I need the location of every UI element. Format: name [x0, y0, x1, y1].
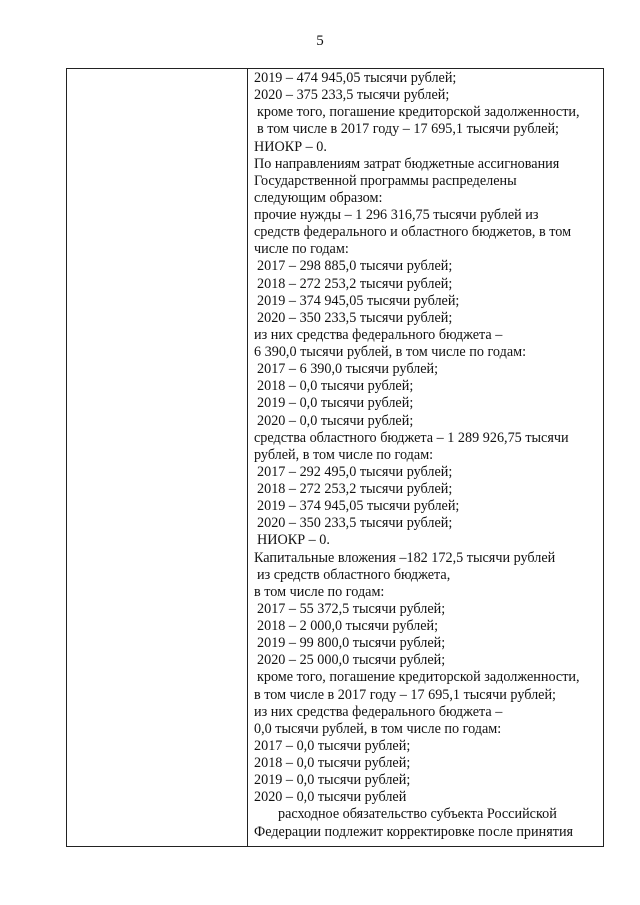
text-line: 2020 – 350 233,5 тысячи рублей;	[257, 515, 453, 532]
text-line: 6 390,0 тысячи рублей, в том числе по годам:	[254, 344, 527, 360]
text-line: 2017 – 0,0 тысячи рублей;	[254, 737, 411, 754]
text-line: 2019 – 374 945,05 тысячи рублей;	[257, 292, 460, 309]
text-line: НИОКР – 0.	[254, 138, 327, 155]
text-line: средства областного бюджета – 1 289 926,75 тысячи	[254, 429, 569, 446]
text-line: из средств областного бюджета,	[257, 566, 451, 583]
text-line: 2019 – 99 800,0 тысячи рублей;	[257, 635, 446, 652]
text-line: в том числе в 2017 году – 17 695,1 тысячи рублей;	[257, 121, 559, 138]
text-line: 2020 – 375 233,5 тысячи рублей;	[254, 87, 450, 104]
text-line: 2018 – 2 000,0 тысячи рублей;	[257, 618, 439, 634]
text-line: в том числе в 2017 году – 17 695,1 тысячи рублей;	[254, 686, 556, 703]
text-line: 2017 – 55 372,5 тысячи рублей;	[257, 600, 446, 617]
text-line: рублей, в том числе по годам:	[254, 446, 434, 463]
text-line: числе по годам:	[254, 241, 349, 258]
table-right-column	[248, 69, 603, 846]
text-line: следующим образом:	[254, 189, 383, 206]
document-table	[66, 68, 604, 847]
text-line: 2020 – 350 233,5 тысячи рублей;	[257, 309, 453, 326]
text-line: 0,0 тысячи рублей, в том числе по годам:	[254, 720, 502, 737]
text-line: 2020 – 0,0 тысячи рублей	[254, 789, 407, 806]
text-line: расходное обязательство субъекта Российской	[278, 806, 557, 823]
text-line: 2019 – 0,0 тысячи рублей;	[254, 772, 411, 789]
text-line: кроме того, погашение кредиторской задолженности,	[257, 669, 580, 686]
text-line: Государственной программы распределены	[254, 172, 517, 189]
text-line: Федерации подлежит корректировке после принятия	[254, 823, 574, 840]
text-line: кроме того, погашение кредиторской задолженности,	[257, 104, 580, 121]
table-left-column	[67, 69, 248, 846]
text-line: 2018 – 272 253,2 тысячи рублей;	[257, 275, 453, 292]
text-line: 2019 – 0,0 тысячи рублей;	[257, 395, 414, 412]
text-line: прочие нужды – 1 296 316,75 тысячи рублей из	[254, 207, 539, 223]
text-line: 2017 – 298 885,0 тысячи рублей;	[257, 258, 453, 275]
text-line: из них средства федерального бюджета –	[254, 703, 503, 720]
text-line: в том числе по годам:	[254, 583, 385, 600]
text-line: средств федерального и областного бюджетов, в том	[254, 224, 572, 241]
text-line: Капитальные вложения –182 172,5 тысячи рублей	[254, 549, 556, 566]
text-line: 2020 – 0,0 тысячи рублей;	[257, 412, 414, 429]
text-line: 2020 – 25 000,0 тысячи рублей;	[257, 652, 446, 669]
text-line: 2017 – 6 390,0 тысячи рублей;	[257, 361, 439, 378]
text-line: 2019 – 374 945,05 тысячи рублей;	[257, 498, 460, 515]
text-line: 2018 – 0,0 тысячи рублей;	[257, 378, 414, 395]
text-line: НИОКР – 0.	[257, 532, 330, 549]
text-line: 2017 – 292 495,0 тысячи рублей;	[257, 463, 453, 480]
text-line: По направлениям затрат бюджетные ассигнования	[254, 155, 560, 172]
text-line: 2018 – 0,0 тысячи рублей;	[254, 755, 411, 771]
page-number: 5	[316, 33, 324, 49]
text-line: 2018 – 272 253,2 тысячи рублей;	[257, 481, 453, 497]
text-line: 2019 – 474 945,05 тысячи рублей;	[254, 70, 457, 86]
text-line: из них средства федерального бюджета –	[254, 326, 503, 343]
